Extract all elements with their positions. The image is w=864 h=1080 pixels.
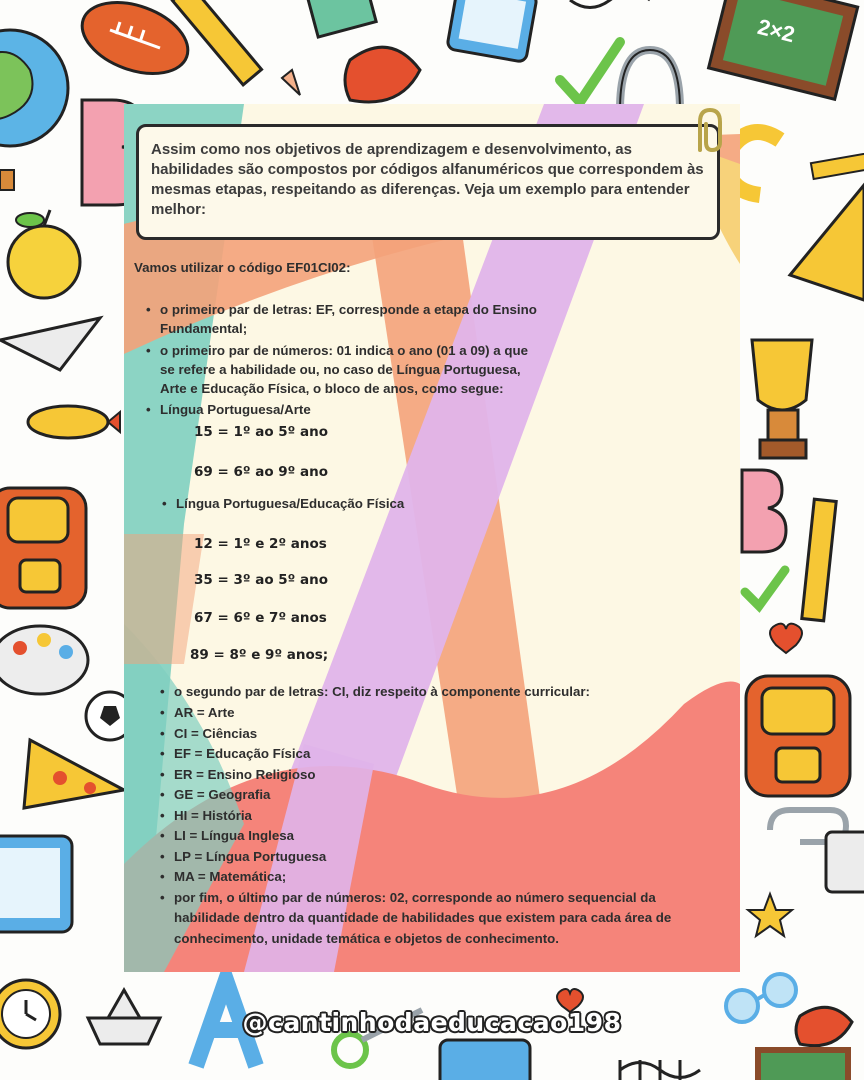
list-item: • por fim, o último par de números: 02, corresponde ao número sequencial da [174,890,656,905]
heart-icon [770,624,802,653]
list-item: • ER = Ensino Religioso [174,767,316,782]
list-item: • Língua Portuguesa/Educação Física [176,496,404,511]
list-item: • o primeiro par de letras: EF, corresponde a etapa do Ensino [160,302,537,317]
list-item-cont: conhecimento, unidade temática e objetos de conhecimento. [174,931,559,946]
tablet-icon [447,0,538,62]
pencil-icon [811,151,864,179]
list-item-cont: Fundamental; [160,321,248,336]
list-item: • GE = Geografia [174,787,270,802]
football-icon [72,0,197,87]
rocket-icon [28,406,120,438]
svg-text:2×2: 2×2 [755,14,798,48]
tablet-icon [826,832,864,892]
intro-text: Assim como nos objetivos de aprendizagem e desenvolvimento, as habilidades são compostos por códigos alfanuméricos que correspondem às mesmas etapas, respeitando as diferenças. Veja um exemplo para entender melhor: [151,141,704,218]
gift-icon [308,0,376,37]
list-item-cont: Arte e Educação Física, o bloco de anos, como segue: [160,381,504,396]
list-item: • CI = Ciências [174,726,257,741]
tablet-icon [0,836,72,932]
pencil-icon [172,0,300,95]
example-heading: Vamos utilizar o código EF01CI02: [134,260,351,275]
info-card [124,104,740,972]
check-icon [560,42,620,102]
social-handle: @cantinhodaeducacao198 [242,1008,622,1037]
ruler-triangle-icon [790,185,864,300]
list-item: • o primeiro par de números: 01 indica o ano (01 a 09) a que [160,343,528,358]
list-item: • HI = História [174,808,252,823]
list-item: • LP = Língua Portuguesa [174,849,326,864]
letter-b-icon [742,470,786,552]
code-line: 12 = 1º e 2º anos [194,536,327,552]
code-line: 35 = 3º ao 5º ano [194,572,328,588]
trophy-icon [752,340,812,458]
star-icon [748,894,792,936]
code-line: 67 = 6º e 7º anos [194,610,327,626]
list-item-cont: se refere a habilidade ou, no caso de Língua Portuguesa, [160,362,521,377]
list-item: • Língua Portuguesa/Arte [160,402,311,417]
palette-icon [0,626,88,694]
globe-icon [0,30,68,190]
list-item: • MA = Matemática; [174,869,286,884]
list-item: • o segundo par de letras: CI, diz respeito à componente curricular: [174,684,590,699]
pencil-icon [802,499,836,621]
tablet-icon [440,1040,530,1080]
backpack-icon [0,488,86,608]
backpack-icon [746,676,850,796]
apple-icon [8,210,80,298]
check-icon [745,570,785,606]
pizza-icon [24,740,124,808]
code-line: 89 = 8º e 9º anos; [190,647,329,663]
code-line: 15 = 1º ao 5º ano [194,424,328,440]
paper-plane-icon [0,318,100,370]
list-item: • EF = Educação Física [174,746,310,761]
chalkboard-icon [709,0,858,99]
list-item: • LI = Língua Inglesa [174,828,294,843]
leaf-icon [345,47,420,102]
list-item-cont: habilidade dentro da quantidade de habilidades que existem para cada área de [174,910,672,925]
chalkboard-icon [758,1050,848,1080]
card-content [124,104,740,972]
code-line: 69 = 6º ao 9º ano [194,464,328,480]
list-item: • AR = Arte [174,705,234,720]
